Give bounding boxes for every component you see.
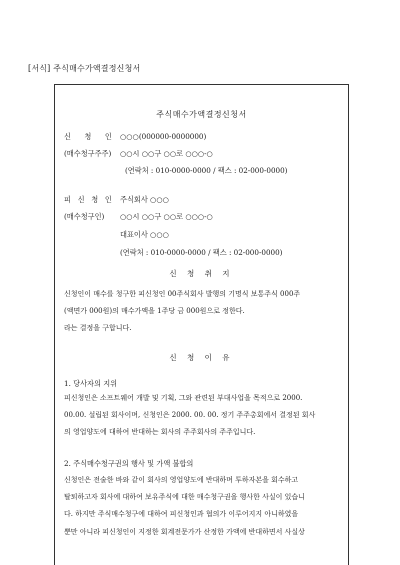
section1-line: 의 영업양도에 대하여 반대하는 회사의 주주회사의 주주입니다. <box>64 428 256 437</box>
respondent-address: ○○시 ○○구 ○○로 ○○○-○ <box>120 212 213 221</box>
section2-line: 다. 하지만 주식매수청구에 대하여 피신청인과 협의가 이루어지지 아니하였을 <box>64 510 299 519</box>
applicant-address: ○○시 ○○구 ○○로 ○○○-○ <box>120 149 213 158</box>
section1-body <box>64 390 342 442</box>
document-title: 주식매수가액결정신청서 <box>156 110 247 119</box>
document-frame <box>54 84 349 565</box>
form-label: [서식] 주식매수가액결정신청서 <box>28 64 141 73</box>
reasons-heading: 신 청 이 유 <box>169 353 234 362</box>
respondent-name: 주식회사 ○○○ <box>120 195 169 204</box>
applicant-sub-label: (매수청구주주) <box>64 149 112 158</box>
section2-title: 2. 주식매수청구권의 행사 및 가액 불합의 <box>64 459 194 468</box>
top-border <box>55 84 348 85</box>
purpose-line: 라는 결정을 구합니다. <box>64 324 132 333</box>
section2-line: 탈퇴하고자 회사에 대하여 보유주식에 대한 매수청구권을 행사한 사실이 있습니 <box>64 493 305 502</box>
section1-title: 1. 당사자의 지위 <box>64 379 118 388</box>
purpose-body <box>64 286 342 338</box>
applicant-contact: (연락처 : 010-0000-0000 / 팩스 : 02-000-0000) <box>125 166 288 175</box>
respondent-label: 피 신 청 인 <box>64 195 115 204</box>
section2-body <box>64 472 342 541</box>
respondent-representative: 대표이사 ○○○ <box>120 230 169 239</box>
purpose-line: 신청인이 매수를 청구한 피신청인 00주식회사 발행의 기명식 보통주식 000주 <box>64 290 301 298</box>
section1-line: 00.00. 설립된 회사이며, 신청인은 2000. 00. 00. 정기 주주총회에서 결정된 회사 <box>64 411 316 420</box>
section1-line: 피신청인은 소프트웨어 개발 및 기획, 그와 관련된 부대사업을 목적으로 2000. <box>64 394 303 402</box>
respondent-contact: (연락처 : 010-0000-0000 / 팩스 : 02-000-0000) <box>120 248 283 257</box>
section2-line: 신청인은 전술한 바와 같이 회사의 영업양도에 반대하며 투하자본을 회수하고 <box>64 476 299 484</box>
respondent-sub-label: (매수청구인) <box>64 212 105 221</box>
applicant-name: ○○○(000000-0000000) <box>120 132 207 141</box>
purpose-line: (액면가 000원)의 매수가액을 1주당 금 000원으로 정한다. <box>64 307 245 316</box>
purpose-heading: 신 청 취 지 <box>169 269 234 278</box>
applicant-label: 신 청 인 <box>64 132 118 141</box>
section2-line: 뿐만 아니라 피신청인이 지정한 회계전문가가 산정한 가액에 반대하면서 사실상 <box>64 527 305 536</box>
